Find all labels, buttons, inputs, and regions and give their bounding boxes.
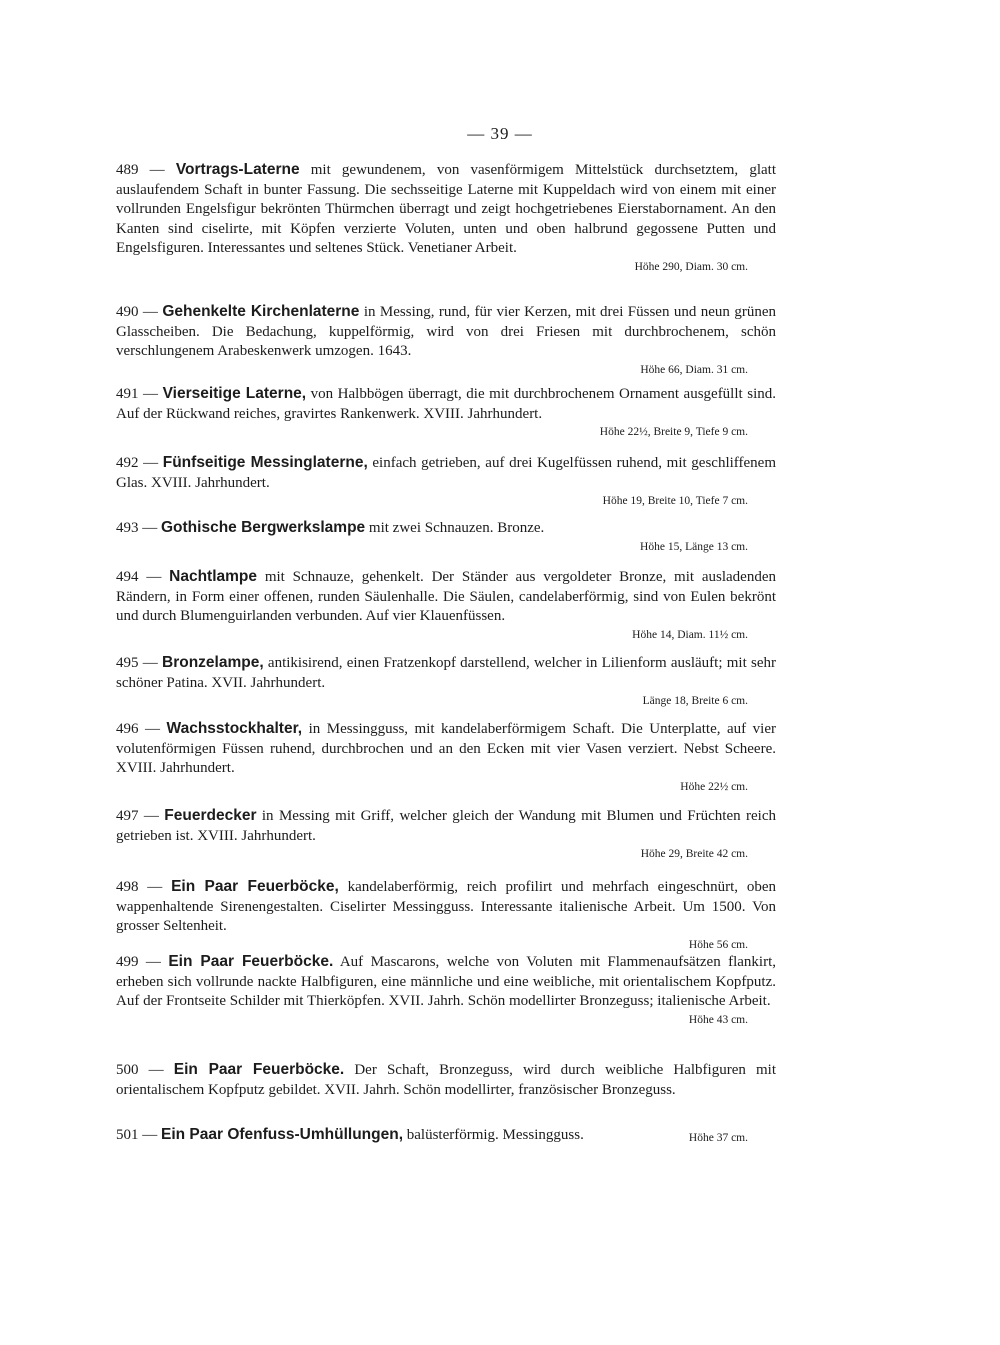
entry-text: 498 — Ein Paar Feuerböcke, kandelaberförmig, reich profilirt und mehrfach eingeschnürt, oben wappenhaltende Sirenengestalten. Ciselirter Messingguss. Interessante italienische Arbeit. Um 1500. Von grosser Seltenheit. (116, 878, 777, 934)
entry-description: antikisirend, einen Fratzenkopf darstellend, welcher in Lilienform ausläuft; mit sehr schöner Patina. XVII. Jahrhundert. (116, 655, 777, 691)
entry-dimensions: Höhe 22½, Breite 9, Tiefe 9 cm. (599, 426, 748, 438)
entry-description: in Messingguss, mit kandelaberförmigem Schaft. Die Unterplatte, auf vier volutenförmigen Füssen ruhend, durchbrochen und an den Ecken mit vier Vasen verziert. Nebst Scheere. XVIII. Jahrhundert. (116, 721, 776, 776)
entry-title: Vierseitige Laterne, (162, 385, 307, 402)
entry-text: 492 — Fünfseitige Messinglaterne, einfach getrieben, auf drei Kugelfüssen ruhend, mit geschliffenem Glas. XVIII. Jahrhundert. (116, 454, 776, 491)
lot-number: 496 (116, 721, 139, 737)
entry-description: einfach getrieben, auf drei Kugelfüssen ruhend, mit geschliffenem Glas. XVIII. Jahrhundert. (116, 455, 776, 491)
page-number: — 39 — (467, 124, 533, 143)
lot-number: 492 (116, 455, 139, 471)
entry-description: Der Schaft, Bronzeguss, wird durch weibliche Halbfiguren mit orientalischem Kopfputz gebildet. XVII. Jahrh. Schön modellirter, französischer Bronzeguss. (116, 1062, 777, 1098)
entry-text: 501 — Ein Paar Ofenfuss-Umhüllungen, balüsterförmig. Messingguss. (116, 1126, 584, 1143)
catalog-entry-499 (116, 952, 776, 1027)
entry-description: Auf Mascarons, welche von Voluten mit Flammenaufsätzen flankirt, erheben sich vollrunde nackte Halbfiguren, eine männliche und eine weibliche, mit orientalischem Kopfputz. Auf der Frontseite Schilder mit Thierköpfen. XVII. Jahrh. Schön modellirter Bronzeguss; italienische Arbeit. (116, 954, 776, 1009)
lot-number: 500 (116, 1062, 139, 1078)
entry-description: von Halbbögen überragt, die mit durchbrochenem Ornament ausgefüllt sind. Auf der Rückwand reiches, gravirtes Rankenwerk. XVIII. Jahrhundert. (116, 386, 776, 422)
catalog-entry-498 (116, 877, 776, 952)
catalog-entry-493 (116, 518, 776, 554)
entry-title: Ein Paar Feuerböcke, (171, 878, 339, 895)
entry-title: Ein Paar Feuerböcke. (173, 1061, 345, 1078)
entry-text: 497 — Feuerdecker in Messing mit Griff, welcher gleich der Wandung mit Blumen und Früchten reich getrieben ist. XVIII. Jahrhundert. (116, 807, 777, 844)
entry-dimensions: Höhe 14, Diam. 11½ cm. (632, 628, 748, 641)
entry-dimensions: Höhe 29, Breite 42 cm. (640, 848, 748, 860)
lot-number: 495 (116, 655, 139, 671)
catalog-entry-489 (116, 160, 776, 274)
lot-number: 497 (116, 808, 139, 824)
lot-number: 490 (116, 304, 139, 320)
entry-text: 493 — Gothische Bergwerkslampe mit zwei Schnauzen. Bronze. (116, 519, 545, 536)
entry-description: balüsterförmig. Messingguss. (403, 1127, 584, 1143)
catalog-entry-491 (116, 384, 776, 439)
entry-text: 489 — Vortrags-Laterne mit gewundenem, von vasenförmigem Mittelstück durchsetztem, glatt auslaufendem Schaft in bunter Fassung. Die sechsseitige Laterne mit Kuppeldach wird von einem mit einer vollrunden Engelsfigur bekrönten Thürmchen überragt und zeigt hochgetriebenes Eierstabornament. An den Kanten sind ciselirte, mit Köpfen verzierte Voluten, unten und oben halbrund gegossene Putten und Engelsfiguren. Interessantes und seltenes Stück. Venetianer Arbeit. (116, 161, 777, 256)
entry-title: Wachsstockhalter, (166, 720, 303, 737)
entry-text: 500 — Ein Paar Feuerböcke. Der Schaft, Bronzeguss, wird durch weibliche Halbfiguren mit orientalischem Kopfputz gebildet. XVII. Jahrh. Schön modellirter, französischer Bronzeguss. (116, 1061, 777, 1098)
lot-number: 493 (116, 520, 139, 536)
lot-number: 501 (116, 1127, 139, 1143)
entry-description: mit gewundenem, von vasenförmigem Mittelstück durchsetztem, glatt auslaufendem Schaft in bunter Fassung. Die sechsseitige Laterne mit Kuppeldach wird von einem mit einer vollrunden Engelsfigur bekrönten Thürmchen überragt und zeigt hochgetriebenes Eierstabornament. An den Kanten sind ciselirte, mit Köpfen verzierte Voluten, unten und oben halbrund gegossene Putten und Engelsfiguren. Interessantes und seltenes Stück. Venetianer Arbeit. (116, 162, 777, 256)
entry-title: Ein Paar Ofenfuss-Umhüllungen, (161, 1126, 403, 1143)
entry-title: Vortrags-Laterne (175, 161, 300, 178)
entry-title: Gothische Bergwerkslampe (161, 519, 366, 536)
catalog-entry-490 (116, 302, 776, 377)
lot-number: 498 (116, 879, 139, 895)
entry-title: Feuerdecker (164, 807, 257, 824)
entry-dimensions: Höhe 37 cm. (688, 1131, 748, 1144)
catalog-entry-495 (116, 653, 776, 708)
entry-description: in Messing mit Griff, welcher gleich der Wandung mit Blumen und Früchten reich getrieben ist. XVIII. Jahrhundert. (116, 808, 777, 844)
entry-description: mit Schnauze, gehenkelt. Der Ständer aus vergoldeter Bronze, mit ausladenden Rändern, in Form einer offenen, runden Säulenhalle. Die Säulen, candelaberförmig, sind von Eulen bekrönt und durch Blumenguirlanden verbunden. Auf vier Klauenfüssen. (116, 569, 776, 624)
entry-dimensions: Höhe 43 cm. (688, 1013, 748, 1026)
catalog-entry-497 (116, 806, 776, 861)
entry-dimensions: Höhe 15, Länge 13 cm. (640, 540, 748, 553)
catalog-entry-500 (116, 1060, 776, 1100)
entry-text: 495 — Bronzelampe, antikisirend, einen Fratzenkopf darstellend, welcher in Lilienform ausläuft; mit sehr schöner Patina. XVII. Jahrhundert. (116, 654, 777, 691)
entry-text: 496 — Wachsstockhalter, in Messingguss, mit kandelaberförmigem Schaft. Die Unterplatte, auf vier volutenförmigen Füssen ruhend, durchbrochen und an den Ecken mit vier Vasen verziert. Nebst Scheere. XVIII. Jahrhundert. (116, 720, 776, 776)
catalog-entry-496 (116, 719, 776, 794)
entry-dimensions: Höhe 66, Diam. 31 cm. (640, 363, 748, 376)
entry-dimensions: Höhe 290, Diam. 30 cm. (634, 260, 748, 273)
entry-title: Nachtlampe (169, 568, 258, 585)
entry-description: kandelaberförmig, reich profilirt und mehrfach eingeschnürt, oben wappenhaltende Sirenengestalten. Ciselirter Messingguss. Interessante italienische Arbeit. Um 1500. Von grosser Seltenheit. (116, 879, 777, 934)
lot-number: 499 (116, 954, 139, 970)
catalog-entry-494 (116, 567, 776, 642)
entry-dimensions: Höhe 19, Breite 10, Tiefe 7 cm. (602, 495, 748, 507)
entry-title: Fünfseitige Messinglaterne, (162, 454, 368, 471)
entry-description: in Messing, rund, für vier Kerzen, mit drei Füssen und neun grünen Glasscheiben. Die Bedachung, kuppelförmig, wird von drei Friesen mit durchbrochenem, schön verschlungenem Arabeskenwerk umzogen. 1643. (116, 304, 777, 359)
entry-title: Bronzelampe, (162, 654, 264, 671)
entry-dimensions: Höhe 56 cm. (688, 938, 748, 951)
entry-text: 491 — Vierseitige Laterne, von Halbbögen überragt, die mit durchbrochenem Ornament ausgefüllt sind. Auf der Rückwand reiches, gravirtes Rankenwerk. XVIII. Jahrhundert. (116, 385, 776, 422)
entry-description: mit zwei Schnauzen. Bronze. (365, 520, 545, 536)
lot-number: 491 (116, 386, 139, 402)
entry-dimensions: Länge 18, Breite 6 cm. (642, 695, 748, 707)
entry-text: 494 — Nachtlampe mit Schnauze, gehenkelt. Der Ständer aus vergoldeter Bronze, mit ausladenden Rändern, in Form einer offenen, runden Säulenhalle. Die Säulen, candelaberförmig, sind von Eulen bekrönt und durch Blumenguirlanden verbunden. Auf vier Klauenfüssen. (116, 568, 776, 624)
lot-number: 494 (116, 569, 139, 585)
catalog-entry-501 (116, 1125, 776, 1146)
lot-number: 489 (116, 162, 139, 178)
catalog-entry-492 (116, 453, 776, 508)
entry-title: Gehenkelte Kirchenlaterne (162, 303, 360, 320)
entry-title: Ein Paar Feuerböcke. (168, 953, 334, 970)
entry-text: 499 — Ein Paar Feuerböcke. Auf Mascarons, welche von Voluten mit Flammenaufsätzen flankirt, erheben sich vollrunde nackte Halbfiguren, eine männliche und eine weibliche, mit orientalischem Kopfputz. Auf der Frontseite Schilder mit Thierköpfen. XVII. Jahrh. Schön modellirter Bronzeguss; italienische Arbeit. (116, 953, 776, 1009)
entry-dimensions: Höhe 22½ cm. (680, 780, 748, 793)
entry-text: 490 — Gehenkelte Kirchenlaterne in Messing, rund, für vier Kerzen, mit drei Füssen und neun grünen Glasscheiben. Die Bedachung, kuppelförmig, wird von drei Friesen mit durchbrochenem, schön verschlungenem Arabeskenwerk umzogen. 1643. (116, 303, 777, 359)
